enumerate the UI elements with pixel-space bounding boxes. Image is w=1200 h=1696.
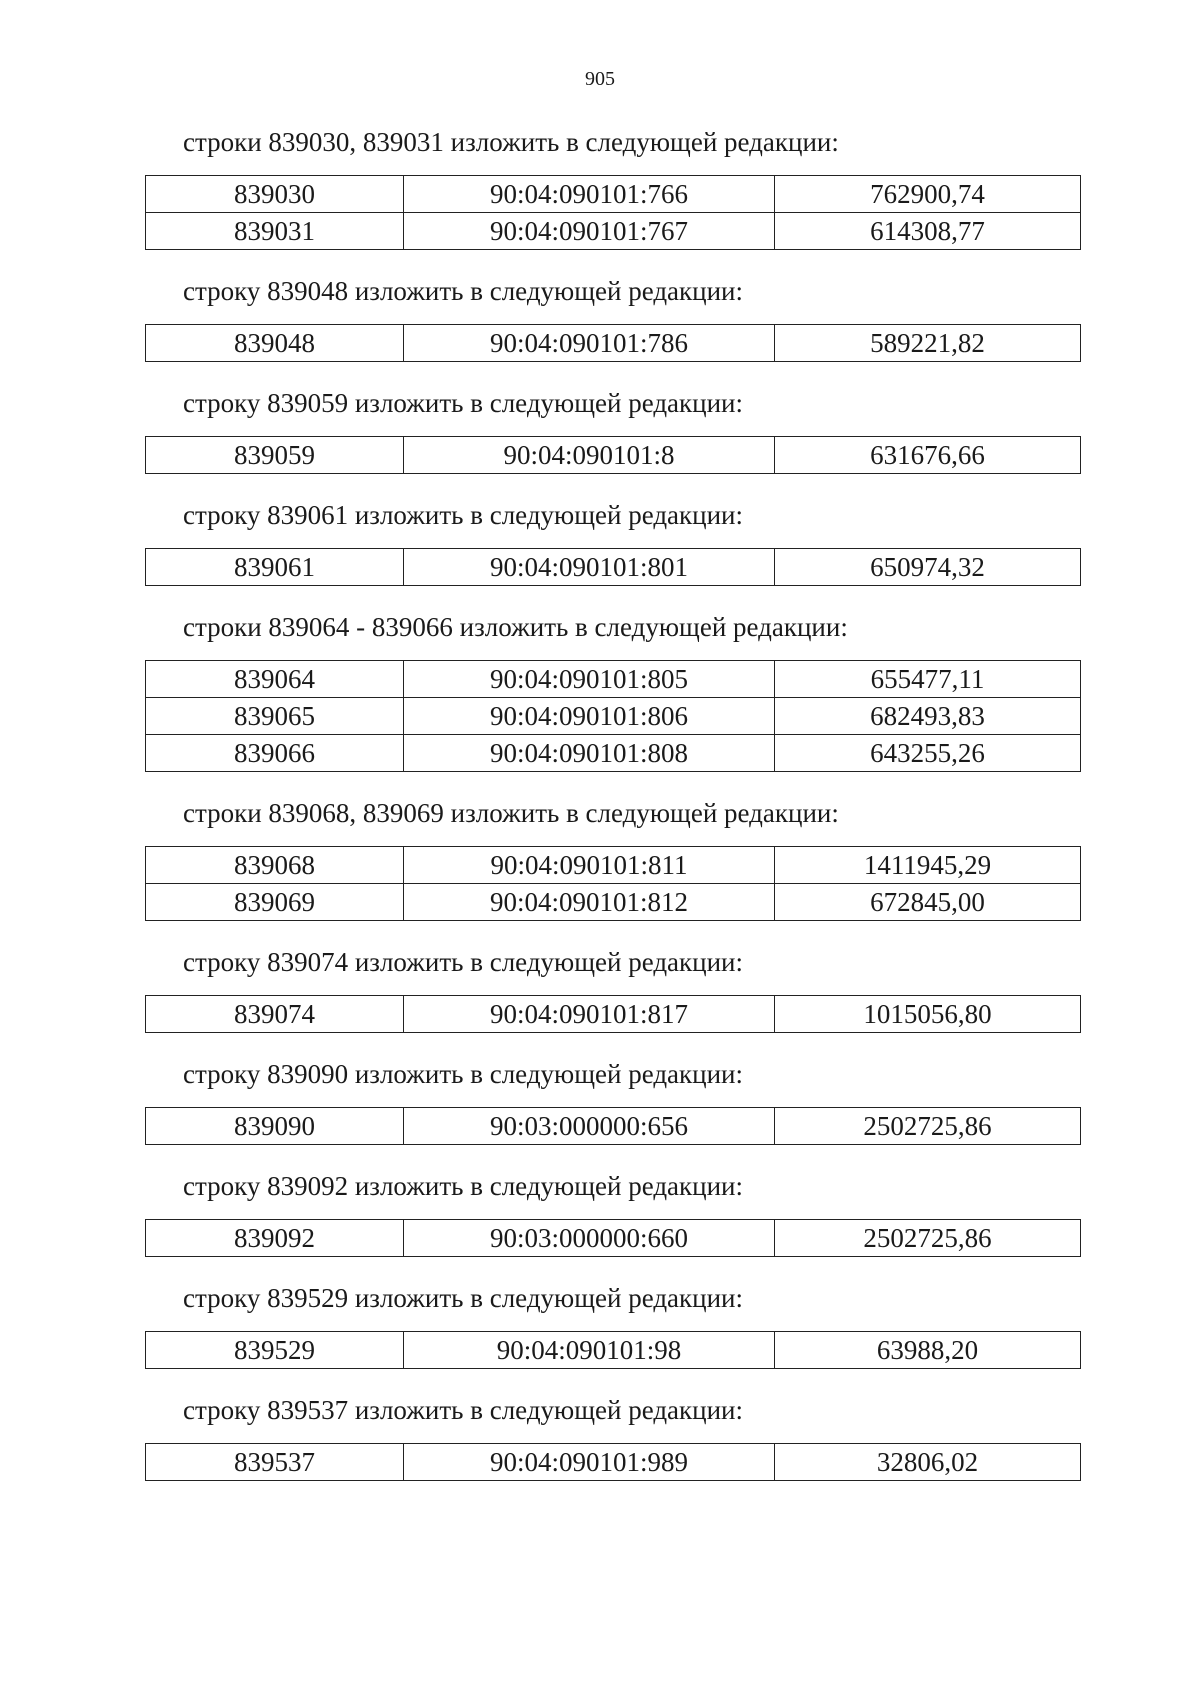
amendment-intro: строки 839030, 839031 изложить в следующей редакции: bbox=[183, 127, 839, 157]
amendment-intro: строку 839059 изложить в следующей редакции: bbox=[183, 388, 744, 418]
table-row bbox=[146, 1444, 1081, 1481]
amendment-section bbox=[145, 1282, 1080, 1369]
amendment-section bbox=[145, 1058, 1080, 1145]
table-row bbox=[146, 884, 1081, 921]
amendment-table bbox=[145, 324, 1081, 362]
amendment-intro: строку 839537 изложить в следующей редакции: bbox=[183, 1395, 744, 1425]
value-cell: 32806,02 bbox=[775, 1444, 1081, 1481]
cadastral-number-cell: 90:04:090101:8 bbox=[404, 437, 775, 474]
value-cell: 655477,11 bbox=[775, 661, 1081, 698]
cadastral-number-cell: 90:04:090101:786 bbox=[404, 325, 775, 362]
value-cell: 2502725,86 bbox=[775, 1220, 1081, 1257]
amendment-intro: строку 839061 изложить в следующей редакции: bbox=[183, 500, 744, 530]
amendment-section bbox=[145, 946, 1080, 1033]
value-cell: 672845,00 bbox=[775, 884, 1081, 921]
row-number-cell: 839064 bbox=[146, 661, 404, 698]
amendment-section bbox=[145, 1394, 1080, 1481]
cadastral-number-cell: 90:04:090101:805 bbox=[404, 661, 775, 698]
row-number-cell: 839074 bbox=[146, 996, 404, 1033]
amendment-section bbox=[145, 275, 1080, 362]
amendment-section bbox=[145, 1170, 1080, 1257]
value-cell: 1411945,29 bbox=[775, 847, 1081, 884]
row-number-cell: 839090 bbox=[146, 1108, 404, 1145]
row-number-cell: 839065 bbox=[146, 698, 404, 735]
table-row bbox=[146, 847, 1081, 884]
amendment-intro: строку 839048 изложить в следующей редакции: bbox=[183, 276, 744, 306]
amendment-table bbox=[145, 846, 1081, 921]
row-number-cell: 839068 bbox=[146, 847, 404, 884]
table-row bbox=[146, 325, 1081, 362]
row-number-cell: 839030 bbox=[146, 176, 404, 213]
row-number-cell: 839066 bbox=[146, 735, 404, 772]
value-cell: 589221,82 bbox=[775, 325, 1081, 362]
amendment-table bbox=[145, 1107, 1081, 1145]
table-row bbox=[146, 549, 1081, 586]
value-cell: 63988,20 bbox=[775, 1332, 1081, 1369]
row-number-cell: 839048 bbox=[146, 325, 404, 362]
cadastral-number-cell: 90:04:090101:806 bbox=[404, 698, 775, 735]
row-number-cell: 839092 bbox=[146, 1220, 404, 1257]
amendment-table bbox=[145, 660, 1081, 772]
amendment-table bbox=[145, 995, 1081, 1033]
amendment-section bbox=[145, 611, 1080, 772]
cadastral-number-cell: 90:04:090101:989 bbox=[404, 1444, 775, 1481]
amendment-table bbox=[145, 1219, 1081, 1257]
amendment-table bbox=[145, 1443, 1081, 1481]
value-cell: 1015056,80 bbox=[775, 996, 1081, 1033]
value-cell: 650974,32 bbox=[775, 549, 1081, 586]
value-cell: 614308,77 bbox=[775, 213, 1081, 250]
table-row bbox=[146, 1108, 1081, 1145]
amendment-table bbox=[145, 436, 1081, 474]
amendment-intro: строку 839074 изложить в следующей редакции: bbox=[183, 947, 744, 977]
table-row bbox=[146, 437, 1081, 474]
value-cell: 643255,26 bbox=[775, 735, 1081, 772]
cadastral-number-cell: 90:04:090101:767 bbox=[404, 213, 775, 250]
table-row bbox=[146, 176, 1081, 213]
row-number-cell: 839059 bbox=[146, 437, 404, 474]
row-number-cell: 839537 bbox=[146, 1444, 404, 1481]
amendment-section bbox=[145, 499, 1080, 586]
amendment-intro: строку 839092 изложить в следующей редакции: bbox=[183, 1171, 744, 1201]
amendment-table bbox=[145, 548, 1081, 586]
amendment-table bbox=[145, 1331, 1081, 1369]
amendments-list bbox=[145, 126, 1080, 1506]
amendment-intro: строки 839068, 839069 изложить в следующей редакции: bbox=[183, 798, 839, 828]
amendment-intro: строку 839090 изложить в следующей редакции: bbox=[183, 1059, 744, 1089]
amendment-intro: строки 839064 - 839066 изложить в следующей редакции: bbox=[183, 612, 848, 642]
table-row bbox=[146, 661, 1081, 698]
amendment-section bbox=[145, 387, 1080, 474]
cadastral-number-cell: 90:03:000000:660 bbox=[404, 1220, 775, 1257]
table-row bbox=[146, 735, 1081, 772]
cadastral-number-cell: 90:04:090101:808 bbox=[404, 735, 775, 772]
page-number: 905 bbox=[585, 68, 615, 90]
value-cell: 682493,83 bbox=[775, 698, 1081, 735]
cadastral-number-cell: 90:04:090101:812 bbox=[404, 884, 775, 921]
table-row bbox=[146, 996, 1081, 1033]
table-row bbox=[146, 1332, 1081, 1369]
table-row bbox=[146, 1220, 1081, 1257]
amendment-table bbox=[145, 175, 1081, 250]
cadastral-number-cell: 90:04:090101:98 bbox=[404, 1332, 775, 1369]
cadastral-number-cell: 90:04:090101:811 bbox=[404, 847, 775, 884]
value-cell: 2502725,86 bbox=[775, 1108, 1081, 1145]
table-row bbox=[146, 698, 1081, 735]
row-number-cell: 839529 bbox=[146, 1332, 404, 1369]
amendment-intro: строку 839529 изложить в следующей редакции: bbox=[183, 1283, 744, 1313]
row-number-cell: 839061 bbox=[146, 549, 404, 586]
value-cell: 762900,74 bbox=[775, 176, 1081, 213]
row-number-cell: 839069 bbox=[146, 884, 404, 921]
cadastral-number-cell: 90:03:000000:656 bbox=[404, 1108, 775, 1145]
table-row bbox=[146, 213, 1081, 250]
amendment-section bbox=[145, 126, 1080, 250]
cadastral-number-cell: 90:04:090101:817 bbox=[404, 996, 775, 1033]
row-number-cell: 839031 bbox=[146, 213, 404, 250]
cadastral-number-cell: 90:04:090101:766 bbox=[404, 176, 775, 213]
amendment-section bbox=[145, 797, 1080, 921]
cadastral-number-cell: 90:04:090101:801 bbox=[404, 549, 775, 586]
value-cell: 631676,66 bbox=[775, 437, 1081, 474]
